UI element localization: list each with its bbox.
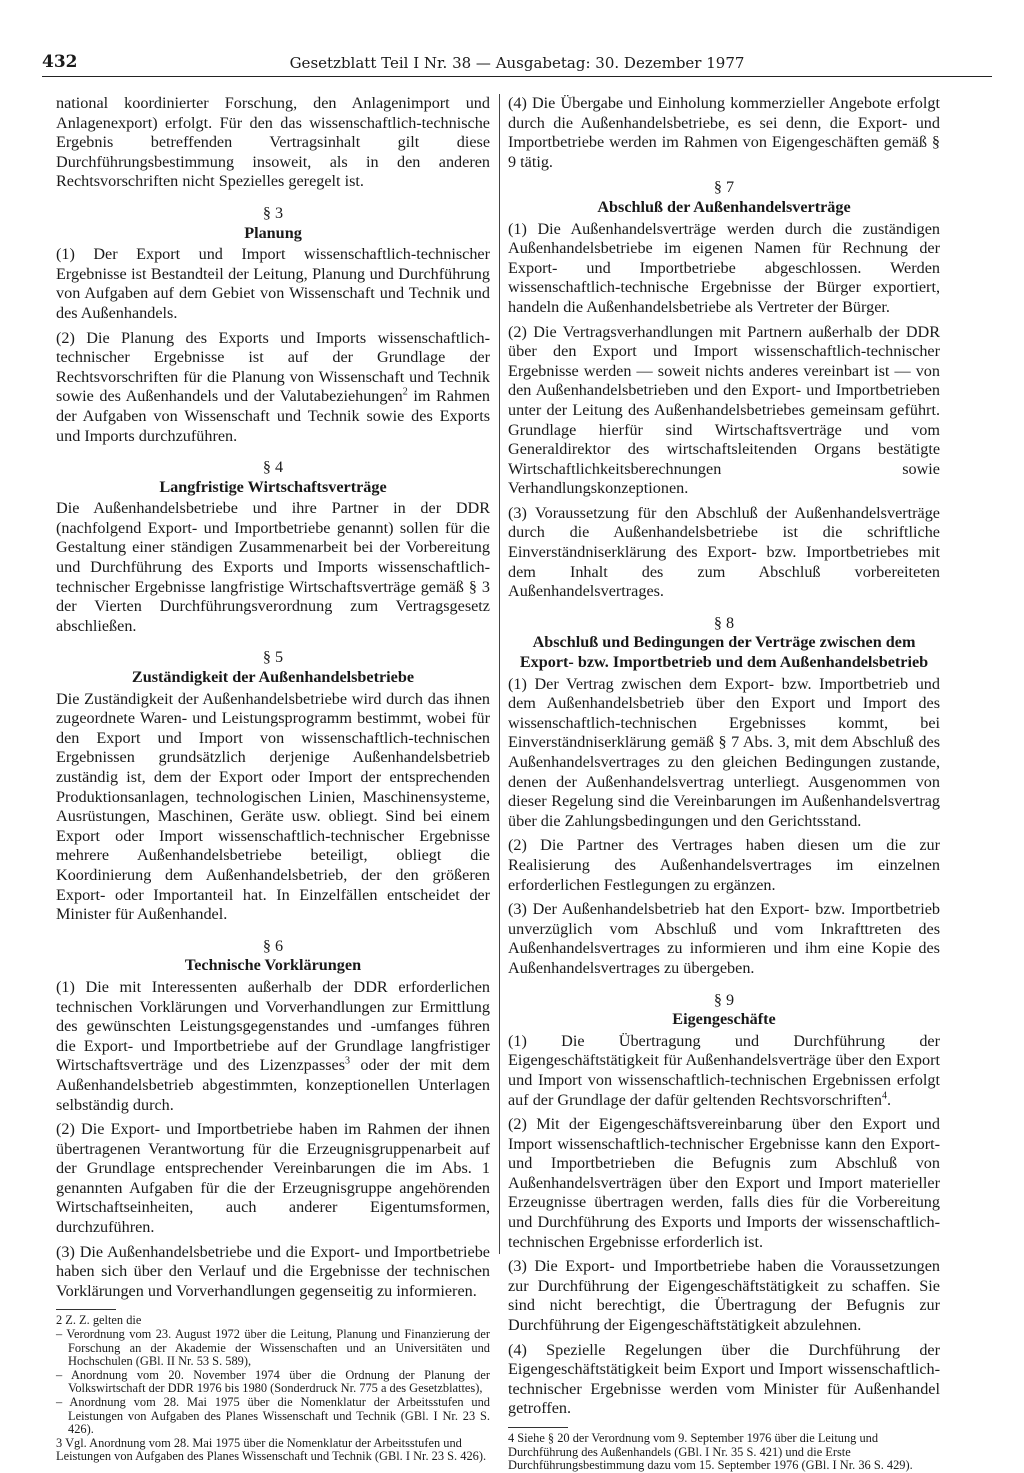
section-3-paragraph-2-text-b: im Rahmen der Aufgaben von Wissenschaft und Technik sowie des Exports und Imports durchzuführen. xyxy=(56,387,490,445)
right-column xyxy=(508,94,940,1473)
section-5-number: § 5 xyxy=(262,648,284,667)
section-9-paragraph-1 xyxy=(508,1032,940,1110)
section-3-paragraph-2 xyxy=(56,329,490,447)
section-7-paragraph-3: (3) Voraussetzung für den Abschluß der Außenhandelsverträge durch die Außenhandelsbetriebe ist die schriftliche Einverständniserklärung des Export- bzw. Importbetriebes mit dem Inhalt des zum Abschluß vorbereiteten Außenhandelsvertrages. xyxy=(508,503,940,601)
section-6-paragraph-1 xyxy=(56,978,490,1115)
section-8-number: § 8 xyxy=(713,613,735,632)
section-3-title: Planung xyxy=(244,223,302,242)
section-4-title: Langfristige Wirtschaftsverträge xyxy=(159,477,387,496)
footnote-ref-4: 4 xyxy=(881,1090,887,1102)
section-5-title: Zuständigkeit der Außenhandelsbetriebe xyxy=(131,668,415,687)
section-9-paragraph-1-text-b: . xyxy=(886,1090,892,1109)
header-rule xyxy=(42,76,992,77)
section-6-paragraph-1-text-b: oder der mit dem Außenhandelsbetrieb abgestimmten, konzeptionellen Unterlagen selbständig durch. xyxy=(56,1056,490,1114)
section-4-paragraph-1: Die Außenhandelsbetriebe und ihre Partner in der DDR (nachfolgend Export- und Importbetriebe genannt) sollen für die Gestaltung einer ständigen Zusammenarbeit bei der Vorbereitung und Durchführung des Exports und Imports wissenschaftlich-technischer Ergebnisse langfristige Wirtschaftsverträge gemäß § 3 der Vierten Durchführungsverordnung zum Vertragsgesetz abschließen. xyxy=(56,499,490,635)
section-3-number: § 3 xyxy=(262,203,284,222)
section-7-title: Abschluß der Außenhandelsverträge xyxy=(597,197,851,216)
section-9-paragraph-1-text-a: (1) Die Übertragung und Durchführung der Eigengeschäftstätigkeit für Außenhandelsverträge über den Export und Import von wissenschaftlich-technischen Ergebnissen erfolgt auf der Grundlage der dafür geltenden Rechtsvorschriften xyxy=(508,1031,940,1109)
column-divider xyxy=(499,94,500,1254)
footnote-2-item: – Anordnung vom 20. November 1974 über die Ordnung der Planung der Volkswirtschaft der DDR 1976 bis 1980 (Sonderdruck Nr. 775 a des Gesetzblattes), xyxy=(56,1367,490,1396)
section-3-paragraph-2-text-a: (2) Die Planung des Exports und Imports wissenschaftlich-technischer Ergebnisse ist auf der Grundlage der Rechtsvorschriften für die Planung von Wissenschaft und Technik sowie des Außenhandels und der Valutabeziehungen xyxy=(56,328,490,406)
section-6-number: § 6 xyxy=(262,936,284,955)
section-9-paragraph-4: (4) Spezielle Regelungen über die Durchführung der Eigengeschäftstätigkeit beim Export und Import wissenschaftlich-technischer Ergebnisse werden vom Minister für Außenhandel getroffen. xyxy=(508,1340,940,1418)
footnote-ref-2: 2 xyxy=(402,386,408,398)
page-header xyxy=(42,52,992,74)
section-6-paragraph-3: (3) Die Außenhandelsbetriebe und die Export- und Importbetriebe haben sich über den Verlauf und die Ergebnisse der technischen Vorklärungen und Vorverhandlungen gegenseitig zu informieren. xyxy=(56,1242,490,1300)
section-3-paragraph-1: (1) Der Export und Import wissenschaftlich-technischer Ergebnisse ist Bestandteil der Leitung, Planung und Durchführung von Aufgaben auf dem Gebiet von Wissenschaft und Technik und des Außenhandels. xyxy=(56,245,490,322)
footnote-rule-right xyxy=(508,1427,568,1428)
section-8-paragraph-2: (2) Die Partner des Vertrages haben diesen um die zur Realisierung des Außenhandelsvertrages im einzelnen erforderlichen Festlegungen zu ergänzen. xyxy=(508,836,940,894)
section-7-paragraph-2: (2) Die Vertragsverhandlungen mit Partnern außerhalb der DDR über den Export und Import wissenschaftlich-technischer Ergebnisse werden — soweit nichts anderes vereinbart ist — von den Außenhandelsbetrieben und den Export- und Importbetrieben unter der Leitung des Außenhandelsbetriebes gemeinsam geführt. Grundlage hierfür sind Wirtschaftsverträge und vom Generaldirektor des wirtschaftsleitenden Organs bestätigte Wirtschaftlichkeitsberechnungen sowie Verhandlungskonzeptionen. xyxy=(508,322,940,498)
intro-paragraph: national koordinierter Forschung, den Anlagenimport und Anlagenexport) erfolgt. Für den das wissenschaftlich-technische Ergebnis betreffenden Vertragsinhalt gilt diese Durchführungsbestimmung insoweit, als in den anderen Rechtsvorschriften nicht Spezielles geregelt ist. xyxy=(56,94,490,191)
section-6-paragraph-2: (2) Die Export- und Importbetriebe haben im Rahmen der ihnen übertragenen Verantwortung für die Erzeugnisgruppenarbeit auf der Grundlage entsprechender Vereinbarungen die im Abs. 1 genannten Aufgaben für die der Erzeugnisgruppe angehörenden Wirtschaftseinheiten, auch anderer Eigentumsformen, durchzuführen. xyxy=(56,1120,490,1237)
section-9-number: § 9 xyxy=(713,990,735,1009)
section-9-paragraph-2: (2) Mit der Eigengeschäftsvereinbarung über den Export und Import wissenschaftlich-technischer Ergebnisse kann den Export- und Importbetrieben die Befugnis zum Abschluß von Außenhandelsverträgen über den Export und Import materieller Erzeugnisse übertragen werden, falls dies für die Vorbereitung und Durchführung des Exports und Imports der wissenschaftlich-technischen Ergebnisse erforderlich ist. xyxy=(508,1115,940,1251)
footnote-3: 3 Vgl. Anordnung vom 28. Mai 1975 über die Nomenklatur der Arbeitsstufen und Leistungen von Aufgaben des Planes Wissenschaft und Technik (GBl. I Nr. 23 S. 426). xyxy=(56,1435,487,1464)
page-number: 432 xyxy=(42,52,78,72)
footnote-rule-left xyxy=(56,1309,116,1310)
section-5-paragraph-1: Die Zuständigkeit der Außenhandelsbetriebe wird durch das ihnen zugeordnete Waren- und Leistungsprogramm bestimmt, wobei für den Export und Import von wissenschaftlich-technischen Ergebnissen grundsätzlich derjenige Außenhandelsbetrieb zuständig ist, dem der Export oder Import der entsprechenden Produktionsanlagen, technologischen Linien, Maschinensysteme, Ausrüstungen, Maschinen, Geräte usw. obliegt. Sind bei einem Export oder Import wissenschaftlich-technischer Ergebnisse mehrere Außenhandelsbetriebe beteiligt, obliegt die Koordinierung dem Außenhandelsbetrieb, der den größeren Export- oder Importanteil hat. In Einzelfällen entscheidet der Minister für Außenhandel. xyxy=(56,689,490,924)
section-7-number: § 7 xyxy=(713,178,735,197)
footnote-2-intro: 2 Z. Z. gelten die xyxy=(56,1313,142,1328)
section-4-number: § 4 xyxy=(262,458,284,477)
section-8-title: Abschluß und Bedingungen der Verträge zwischen dem Export- bzw. Importbetrieb und dem Außenhandelsbetrieb xyxy=(519,633,929,672)
footnote-2-list xyxy=(56,1328,490,1437)
section-7-paragraph-1: (1) Die Außenhandelsverträge werden durch die zuständigen Außenhandelsbetriebe im eigenen Namen für Rechnung der Export- und Importbetriebe abgeschlossen. Werden wissenschaftlich-technische Ergebnisse der Bürger exportiert, handeln die Außenhandelsbetriebe als Vertreter der Bürger. xyxy=(508,219,940,316)
left-column xyxy=(56,94,490,1464)
section-9-paragraph-3: (3) Die Export- und Importbetriebe haben die Voraussetzungen zur Durchführung der Eigengeschäftstätigkeit zu schaffen. Sie sind nicht berechtigt, die Übertragung der Befugnis zur Durchführung der Eigengeschäftstätigkeit abzulehnen. xyxy=(508,1257,940,1335)
section-6-paragraph-1-text-a: (1) Die mit Interessenten außerhalb der DDR erforderlichen technischen Vorklärungen und Vorverhandlungen zur Ermittlung des gewünschten Leistungsgegenstandes und -umfanges führen die Export- und Importbetriebe auf der Grundlage langfristiger Wirtschaftsverträge und des Lizenzpasses xyxy=(56,977,490,1075)
section-8-paragraph-3: (3) Der Außenhandelsbetrieb hat den Export- bzw. Importbetrieb unverzüglich vom Abschluß und vom Inkrafttreten des Außenhandelsvertrages zu informieren und ihm eine Kopie des Außenhandelsvertrages zu übergeben. xyxy=(508,900,940,977)
section-6-paragraph-4: (4) Die Übergabe und Einholung kommerzieller Angebote erfolgt durch die Außenhandelsbetriebe, es sei denn, die Export- und Importbetriebe werden im Rahmen von Eigengeschäften gemäß § 9 tätig. xyxy=(508,94,940,171)
section-8-paragraph-1: (1) Der Vertrag zwischen dem Export- bzw. Importbetrieb und dem Außenhandelsbetrieb über den Export und Import des wissenschaftlich-technischen Ergebnisses kommt, bei Einverständniserklärung gemäß § 7 Abs. 3, mit dem Abschluß des Außenhandelsvertrages zu den gleichen Bedingungen zustande, denen der Außenhandelsvertrag unterliegt. Ausgenommen von dieser Regelung sind die Vereinbarungen im Außenhandelsvertrag über die Zahlungsbedingungen und den Gerichtsstand. xyxy=(508,674,940,830)
footnote-ref-3: 3 xyxy=(345,1055,351,1067)
section-6-title: Technische Vorklärungen xyxy=(184,956,362,975)
section-9-title: Eigengeschäfte xyxy=(672,1010,776,1029)
footnote-2-item: – Anordnung vom 28. Mai 1975 über die Nomenklatur der Arbeitsstufen und Leistungen von Aufgaben des Planes Wissenschaft und Technik (GBl. I Nr. 23 S. 426). xyxy=(56,1395,490,1437)
footnote-4: 4 Siehe § 20 der Verordnung vom 9. September 1976 über die Leitung und Durchführung des Außenhandels (GBl. I Nr. 35 S. 421) und die Erste Durchführungsbestimmung dazu vom 15. September 1976 (GBl. I Nr. 36 S. 429). xyxy=(508,1431,913,1473)
footnote-2-item: – Verordnung vom 23. August 1972 über die Leitung, Planung und Finanzierung der Forschung an der Akademie der Wissenschaften und an Universitäten und Hochschulen (GBl. II Nr. 53 S. 589), xyxy=(56,1327,490,1369)
running-head: Gesetzblatt Teil I Nr. 38 — Ausgabetag: 30. Dezember 1977 xyxy=(289,54,745,72)
